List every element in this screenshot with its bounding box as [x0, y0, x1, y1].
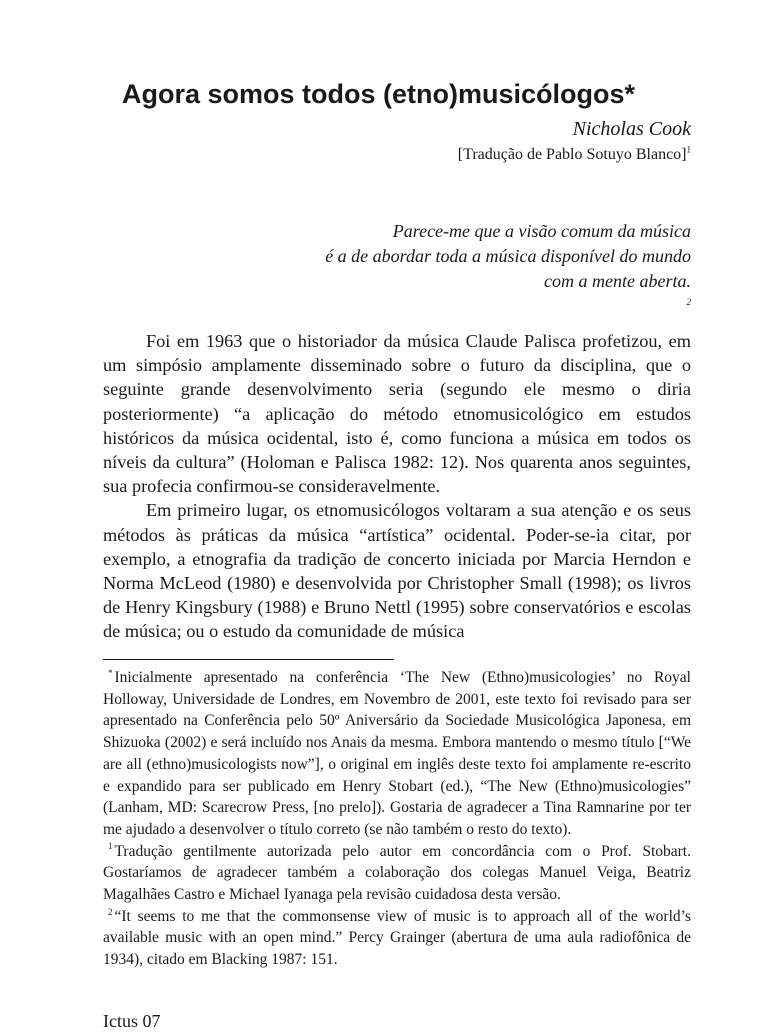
body-paragraph: Em primeiro lugar, os etnomusicólogos voltaram a sua atenção e os seus métodos às práticas da música “artística” ocidental. Poder-se-ia citar, por exemplo, a etnografia da tradição de concerto iniciada por Marcia Herndon e Norma McLeod (1980) e desenvolvida por Christopher Small (1998); os livros de Henry Kingsbury (1988) e Bruno Nettl (1995) sobre conservatórios e escolas de música; ou o estudo da comunidade de música	[103, 500, 691, 642]
footnote	[103, 667, 691, 841]
footnote-text: Inicialmente apresentado na conferência ‘The New (Ethno)musicologies’ no Royal Holloway, Universidade de Londres, em Novembro de 2001, este texto foi revisado para ser apresentado na Conferência pelo 50º Aniversário da Sociedade Musicológica Japonesa, em Shizuoka (2002) e será incluído nos Anais da mesma. Embora mantendo o mesmo título [“We are all (ethno)musicologists now”], o original em inglês deste texto foi amplamente re-escrito e expandido para ser publicado em Henry Stobart (ed.), “The New (Ethno)musicologies” (Lanham, MD: Scarecrow Press, [no prelo]). Gostaria de agradecer a Tina Ramnarine por ter me ajudado a desenvolver o título correto (se não também o resto do texto).	[103, 669, 691, 838]
running-footer: Ictus 07	[103, 1011, 161, 1031]
translator-credit	[458, 145, 691, 165]
article-author: Nicholas Cook	[572, 118, 691, 140]
translator-text: [Tradução de Pablo Sotuyo Blanco]	[457, 146, 687, 163]
footnote-separator	[103, 659, 394, 660]
document-page	[103, 0, 691, 1031]
footnote-text: “It seems to me that the commonsense view of music is to approach all of the world’s available music with an open mind.” Percy Grainger (abertura de uma aula radiofônica de 1934), citado em Blacking 1987: 151.	[103, 907, 691, 969]
footnotes	[103, 667, 691, 971]
body-text	[103, 329, 691, 644]
footnote-text: Tradução gentilmente autorizada pelo autor em concordância com o Prof. Stobart. Gostaríamos de agradecer também a colaboração dos colegas Manuel Veiga, Beatriz Magalhães Castro e Michael Iyanaga pela revisão cuidadosa desta versão.	[103, 842, 691, 904]
article-title: Agora somos todos (etno)musicólogos*	[122, 79, 636, 109]
epigraph-line: Parece-me que a visão comum da música	[392, 221, 691, 241]
body-paragraph: Foi em 1963 que o historiador da música Claude Palisca profetizou, em um simpósio amplamente disseminado sobre o futuro da disciplina, que o seguinte grande desenvolvimento seria (segundo ele mesmo o diria posteriormente) “a aplicação do método etnomusicológico em estudos históricos da música ocidental, isto é, como funciona a música em todos os níveis da cultura” (Holoman e Palisca 1982: 12). Nos quarenta anos seguintes, sua profecia confirmou-se consideravelmente.	[103, 331, 691, 497]
epigraph-footnote-ref[interactable]: 2	[686, 297, 691, 307]
epigraph-line: é a de abordar toda a música disponível do mundo	[325, 246, 691, 266]
translator-footnote-ref[interactable]: 1	[686, 144, 691, 155]
footnote	[103, 906, 691, 971]
footnote-mark: *	[108, 667, 113, 678]
epigraph-line-text: com a mente aberta.	[544, 271, 691, 291]
footnote	[103, 841, 691, 906]
epigraph	[221, 219, 691, 319]
footnote-mark: 2	[108, 906, 113, 917]
footnote-mark: 1	[108, 841, 113, 852]
epigraph-line	[221, 269, 691, 319]
